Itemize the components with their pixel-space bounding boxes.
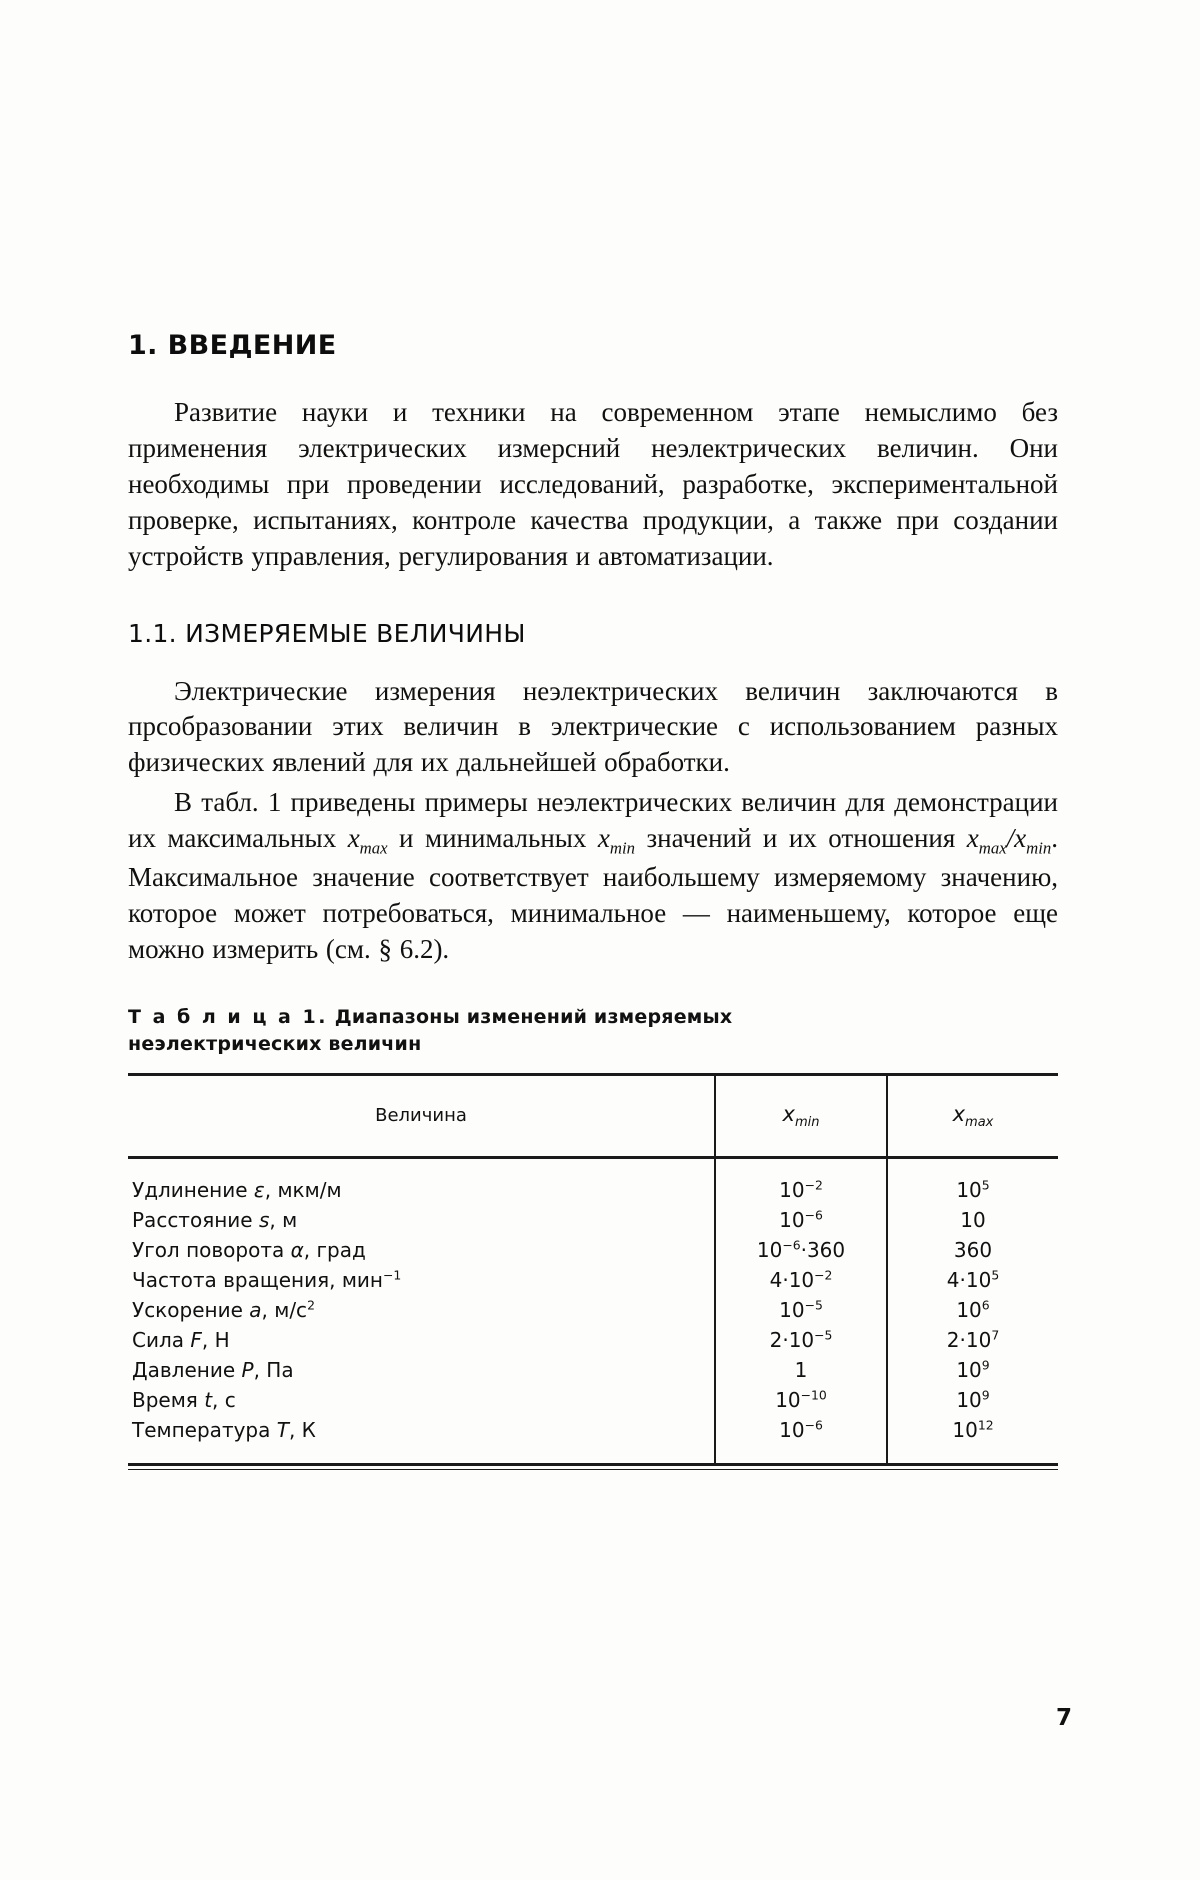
cell-xmax — [887, 1385, 1058, 1415]
para2-ratio-base2: /x — [1006, 823, 1027, 854]
xmax-value: 10 — [960, 1207, 986, 1232]
xmax-exponent: 7 — [991, 1327, 1000, 1343]
cell-quantity-name — [128, 1385, 715, 1415]
quantity-unit: , с — [212, 1387, 236, 1412]
cell-quantity-name — [128, 1205, 715, 1235]
xmax-value: 10 — [952, 1417, 978, 1442]
xmin-suffix: ·360 — [800, 1237, 846, 1262]
page-number: 7 — [1055, 1705, 1072, 1731]
xmin-exponent: −2 — [804, 1177, 823, 1193]
para2-ratio-base1: x — [966, 823, 979, 854]
cell-quantity-name — [128, 1355, 715, 1385]
cell-quantity-name — [128, 1265, 715, 1295]
table-row — [128, 1415, 1058, 1463]
xmin-value: 10 — [779, 1417, 805, 1442]
table-caption-line2: неэлектрических величин — [128, 1033, 422, 1056]
quantity-unit: , град — [303, 1237, 366, 1262]
xmin-value: 10 — [788, 1267, 815, 1292]
xmin-value: 10 — [779, 1177, 805, 1202]
table-row — [128, 1235, 1058, 1265]
para2-part-d: и минимальных — [387, 823, 598, 854]
quantity-symbol: T — [276, 1417, 289, 1442]
cell-xmax — [887, 1205, 1058, 1235]
table-row — [128, 1295, 1058, 1325]
quantity-text: Время — [132, 1387, 205, 1412]
quantity-text: Угол поворота — [132, 1237, 291, 1262]
xmax-value: 10 — [956, 1387, 982, 1412]
cell-xmax — [887, 1265, 1058, 1295]
xmin-value: 10 — [779, 1297, 805, 1322]
xmax-value: 10 — [965, 1267, 992, 1292]
xmax-prefix: 2· — [946, 1327, 966, 1352]
quantity-unit: , мкм/м — [264, 1177, 342, 1202]
cell-quantity-name — [128, 1325, 715, 1355]
table-row — [128, 1325, 1058, 1355]
xmax-exponent: 6 — [981, 1297, 990, 1313]
measured-quantities-table — [128, 1073, 1058, 1463]
para2-xmin-base: x — [597, 823, 610, 854]
column-header-quantity: Величина — [128, 1074, 715, 1157]
table-header-row — [128, 1074, 1058, 1157]
table-caption — [128, 1004, 1058, 1059]
xmin-value: 10 — [788, 1327, 815, 1352]
xmin-exponent: −5 — [804, 1297, 823, 1313]
cell-xmin — [715, 1325, 887, 1355]
section-heading: 1. ВВЕДЕНИЕ — [128, 330, 337, 361]
cell-quantity-name — [128, 1415, 715, 1463]
xmax-value: 360 — [953, 1237, 993, 1262]
quantity-text: Давление — [132, 1357, 242, 1382]
xmin-prefix: 4· — [769, 1267, 789, 1292]
quantity-text: Удлинение — [132, 1177, 254, 1202]
quantity-text: Сила — [132, 1327, 191, 1352]
quantity-unit: , Па — [253, 1357, 294, 1382]
para2-part-a: В табл. 1 приведены примеры неэлектрических величин для демонстрации их максимальных — [128, 787, 1058, 854]
page-content — [128, 330, 1058, 1470]
cell-xmin — [715, 1265, 887, 1295]
xmin-value: 10 — [779, 1207, 805, 1232]
xmax-value: 10 — [965, 1327, 992, 1352]
xmax-prefix: 4· — [946, 1267, 966, 1292]
xmin-sub: min — [794, 1114, 820, 1130]
para2-part-g: значений и их отношения — [635, 823, 967, 854]
xmax-exponent: 12 — [977, 1417, 994, 1433]
quantity-symbol: ε — [253, 1177, 265, 1202]
xmax-sub: max — [965, 1114, 994, 1130]
table-row — [128, 1265, 1058, 1295]
table-caption-text: Диапазоны изменений измеряемых — [327, 1005, 733, 1028]
table-caption-prefix: Т а б л и ц а 1. — [128, 1005, 328, 1028]
quantity-unit-exponent: 2 — [307, 1297, 315, 1313]
table-bottom-rule — [128, 1463, 1058, 1466]
quantity-symbol: F — [190, 1327, 202, 1352]
xmin-exponent: −6 — [804, 1207, 823, 1223]
cell-xmax — [887, 1235, 1058, 1265]
quantity-symbol: α — [290, 1237, 304, 1262]
para2-xmax-base: x — [347, 823, 360, 854]
column-header-xmin — [715, 1074, 887, 1157]
xmax-value: 10 — [956, 1297, 982, 1322]
xmax-value: 10 — [956, 1357, 982, 1382]
cell-xmax — [887, 1325, 1058, 1355]
xmin-exponent: −10 — [800, 1387, 827, 1403]
xmax-base: x — [952, 1101, 966, 1126]
cell-xmin — [715, 1235, 887, 1265]
quantity-unit-exponent: −1 — [382, 1267, 402, 1283]
xmin-exponent: −5 — [814, 1327, 833, 1343]
cell-xmin — [715, 1205, 887, 1235]
xmin-base: x — [782, 1101, 795, 1126]
para2-ratio-sub2: min — [1026, 838, 1052, 858]
quantity-text: Ускорение — [132, 1297, 250, 1322]
quantity-unit: , м — [269, 1207, 298, 1232]
cell-xmin — [715, 1295, 887, 1325]
quantity-unit: , м/с — [261, 1297, 308, 1322]
subsection-paragraph-2 — [128, 785, 1058, 967]
subsection-paragraph-1: Электрические измерения неэлектрических величин заключаются в прсобразовании этих величин в электрические с использованием разных физических явлений для их дальнейшей обработки. — [128, 675, 1058, 778]
quantity-symbol: a — [249, 1297, 262, 1322]
table-body — [128, 1157, 1058, 1463]
xmax-exponent: 5 — [981, 1177, 990, 1193]
xmax-exponent: 9 — [981, 1387, 990, 1403]
xmin-prefix: 2· — [769, 1327, 789, 1352]
cell-quantity-name — [128, 1295, 715, 1325]
para2-xmax-sub: max — [359, 838, 388, 858]
xmin-value: 1 — [794, 1357, 808, 1382]
table-row — [128, 1157, 1058, 1205]
cell-quantity-name — [128, 1157, 715, 1205]
quantity-text: Температура — [132, 1417, 277, 1442]
table-row — [128, 1385, 1058, 1415]
cell-xmin — [715, 1385, 887, 1415]
table-row — [128, 1355, 1058, 1385]
quantity-unit: , Н — [201, 1327, 230, 1352]
quantity-text: Частота вращения, мин — [132, 1267, 383, 1292]
xmin-exponent: −6 — [804, 1417, 823, 1433]
cell-xmax — [887, 1295, 1058, 1325]
quantity-text: Расстояние — [132, 1207, 259, 1232]
para2-xmin-sub: min — [609, 838, 636, 858]
quantity-unit: , К — [288, 1417, 316, 1442]
cell-quantity-name — [128, 1235, 715, 1265]
para2-ratio-sub1: max — [978, 838, 1007, 858]
table-row — [128, 1205, 1058, 1235]
cell-xmax — [887, 1157, 1058, 1205]
subsection-heading: 1.1. ИЗМЕРЯЕМЫЕ ВЕЛИЧИНЫ — [128, 618, 526, 648]
cell-xmin — [715, 1355, 887, 1385]
quantity-symbol: s — [258, 1207, 270, 1232]
table-head — [128, 1074, 1058, 1157]
xmin-value: 10 — [756, 1237, 783, 1262]
xmin-exponent: −6 — [782, 1237, 801, 1253]
quantity-symbol: P — [241, 1357, 254, 1382]
column-header-xmax — [887, 1074, 1058, 1157]
xmin-exponent: −2 — [814, 1267, 833, 1283]
cell-xmax — [887, 1355, 1058, 1385]
xmax-exponent: 5 — [991, 1267, 1000, 1283]
quantity-symbol: t — [204, 1387, 213, 1412]
cell-xmin — [715, 1157, 887, 1205]
xmin-value: 10 — [775, 1387, 801, 1412]
para2-part-l: . Максимальное значение соответствует наибольшему измеряемому значению, которое может потребоваться, минимальное — наименьшему, которое еще можно измерить (см. § 6.2). — [128, 823, 1058, 964]
cell-xmin — [715, 1415, 887, 1463]
xmax-value: 10 — [956, 1177, 982, 1202]
xmax-exponent: 9 — [981, 1357, 990, 1373]
intro-paragraph: Развитие науки и техники на современном этапе немыслимо без применения электрических измерсний неэлектрических величин. Они необходимы при проведении исследований, разработке, экспериментальной проверке, испытаниях, контроле качества продукции, а также при создании устройств управления, регулирования и автоматизации. — [128, 397, 1058, 571]
cell-xmax — [887, 1415, 1058, 1463]
table-bottom-rule-2 — [128, 1469, 1058, 1470]
